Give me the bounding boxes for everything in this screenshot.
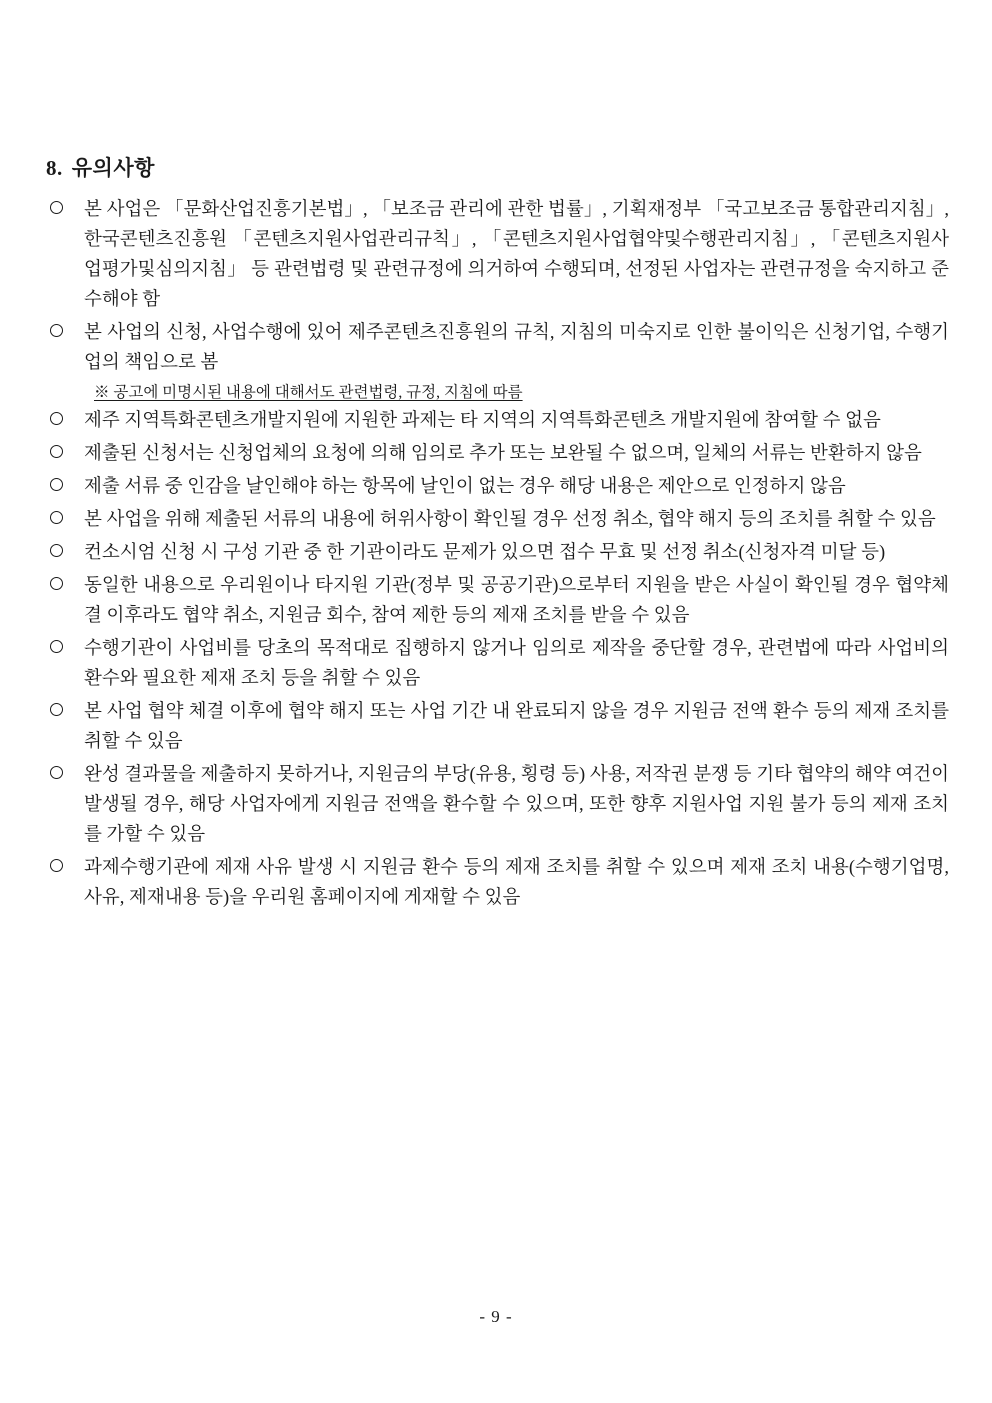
list-item-text: 과제수행기관에 제재 사유 발생 시 지원금 환수 등의 제재 조치를 취할 수 있으며 제재 조치 내용(수행기업명, 사유, 제재내용 등)을 우리원 홈페이지에 게재할 수 있음 xyxy=(84,857,949,908)
circle-bullet-icon xyxy=(50,703,63,716)
list-item xyxy=(44,539,949,569)
circle-bullet-icon xyxy=(50,201,63,214)
list-item-text: 제주 지역특화콘텐츠개발지원에 지원한 과제는 타 지역의 지역특화콘텐츠 개발지원에 참여할 수 없음 xyxy=(84,411,881,432)
list-item-subnote: ※ 공고에 미명시된 내용에 대해서도 관련법령, 규정, 지침에 따름 xyxy=(94,383,523,401)
list-item xyxy=(44,319,949,404)
section-heading xyxy=(44,152,949,182)
circle-bullet-icon xyxy=(50,859,63,872)
notice-list xyxy=(44,196,949,914)
circle-bullet-icon xyxy=(50,445,63,458)
circle-bullet-icon xyxy=(50,577,63,590)
list-item xyxy=(44,761,949,851)
circle-bullet-icon xyxy=(50,478,63,491)
list-item-text: 컨소시엄 신청 시 구성 기관 중 한 기관이라도 문제가 있으면 접수 무효 및 선정 취소(신청자격 미달 등) xyxy=(84,542,886,563)
list-item-text: 제출 서류 중 인감을 날인해야 하는 항목에 날인이 없는 경우 해당 내용은 제안으로 인정하지 않음 xyxy=(84,477,846,497)
circle-bullet-icon xyxy=(50,544,63,557)
list-item xyxy=(44,440,949,470)
list-item xyxy=(44,407,949,437)
list-item xyxy=(44,572,949,632)
circle-bullet-icon xyxy=(50,640,63,653)
list-item xyxy=(44,196,949,316)
page-footer: - 9 - xyxy=(479,1307,513,1326)
list-item xyxy=(44,506,949,536)
list-item-text: 동일한 내용으로 우리원이나 타지원 기관(정부 및 공공기관)으로부터 지원을 받은 사실이 확인될 경우 협약체결 이후라도 협약 취소, 지원금 회수, 참여 제한 등의 제재 조치를 받을 수 있음 xyxy=(84,575,949,626)
circle-bullet-icon xyxy=(50,324,63,337)
list-item-text: 제출된 신청서는 신청업체의 요청에 의해 임의로 추가 또는 보완될 수 없으며, 일체의 서류는 반환하지 않음 xyxy=(84,444,922,465)
list-item xyxy=(44,854,949,914)
section-title-text: 유의사항 xyxy=(71,156,155,180)
section-number: 8. xyxy=(46,156,63,180)
list-item-text: 본 사업은 「문화산업진흥기본법」, 「보조금 관리에 관한 법률」, 기획재정부 「국고보조금 통합관리지침」, 한국콘텐츠진흥원 「콘텐츠지원사업관리규칙」, 「콘텐츠지원사업협약및수행관리지침」, 「콘텐츠지원사업평가및심의지침」 등 관련법령 및 관련규정에 의거하여 수행되며, 선정된 사업자는 관련규정을 숙지하고 준수해야 함 xyxy=(84,200,949,310)
circle-bullet-icon xyxy=(50,511,63,524)
circle-bullet-icon xyxy=(50,412,63,425)
list-item-text: 수행기관이 사업비를 당초의 목적대로 집행하지 않거나 임의로 제작을 중단할 경우, 관련법에 따라 사업비의 환수와 필요한 제재 조치 등을 취할 수 있음 xyxy=(84,638,949,689)
list-item-text: 본 사업 협약 체결 이후에 협약 해지 또는 사업 기간 내 완료되지 않을 경우 지원금 전액 환수 등의 제재 조치를 취할 수 있음 xyxy=(84,701,949,752)
list-item-text: 본 사업의 신청, 사업수행에 있어 제주콘텐츠진흥원의 규칙, 지침의 미숙지로 인한 불이익은 신청기업, 수행기업의 책임으로 봄 xyxy=(84,322,949,373)
page-content xyxy=(44,152,949,917)
list-item xyxy=(44,635,949,695)
circle-bullet-icon xyxy=(50,766,63,779)
list-item-text: 완성 결과물을 제출하지 못하거나, 지원금의 부당(유용, 횡령 등) 사용, 저작권 분쟁 등 기타 협약의 해약 여건이 발생될 경우, 해당 사업자에게 지원금 전액을 환수할 수 있으며, 또한 향후 지원사업 지원 불가 등의 제재 조치를 가할 수 있음 xyxy=(84,764,949,845)
list-item-text: 본 사업을 위해 제출된 서류의 내용에 허위사항이 확인될 경우 선정 취소, 협약 해지 등의 조치를 취할 수 있음 xyxy=(84,509,936,530)
list-item xyxy=(44,698,949,758)
list-item xyxy=(44,473,949,503)
